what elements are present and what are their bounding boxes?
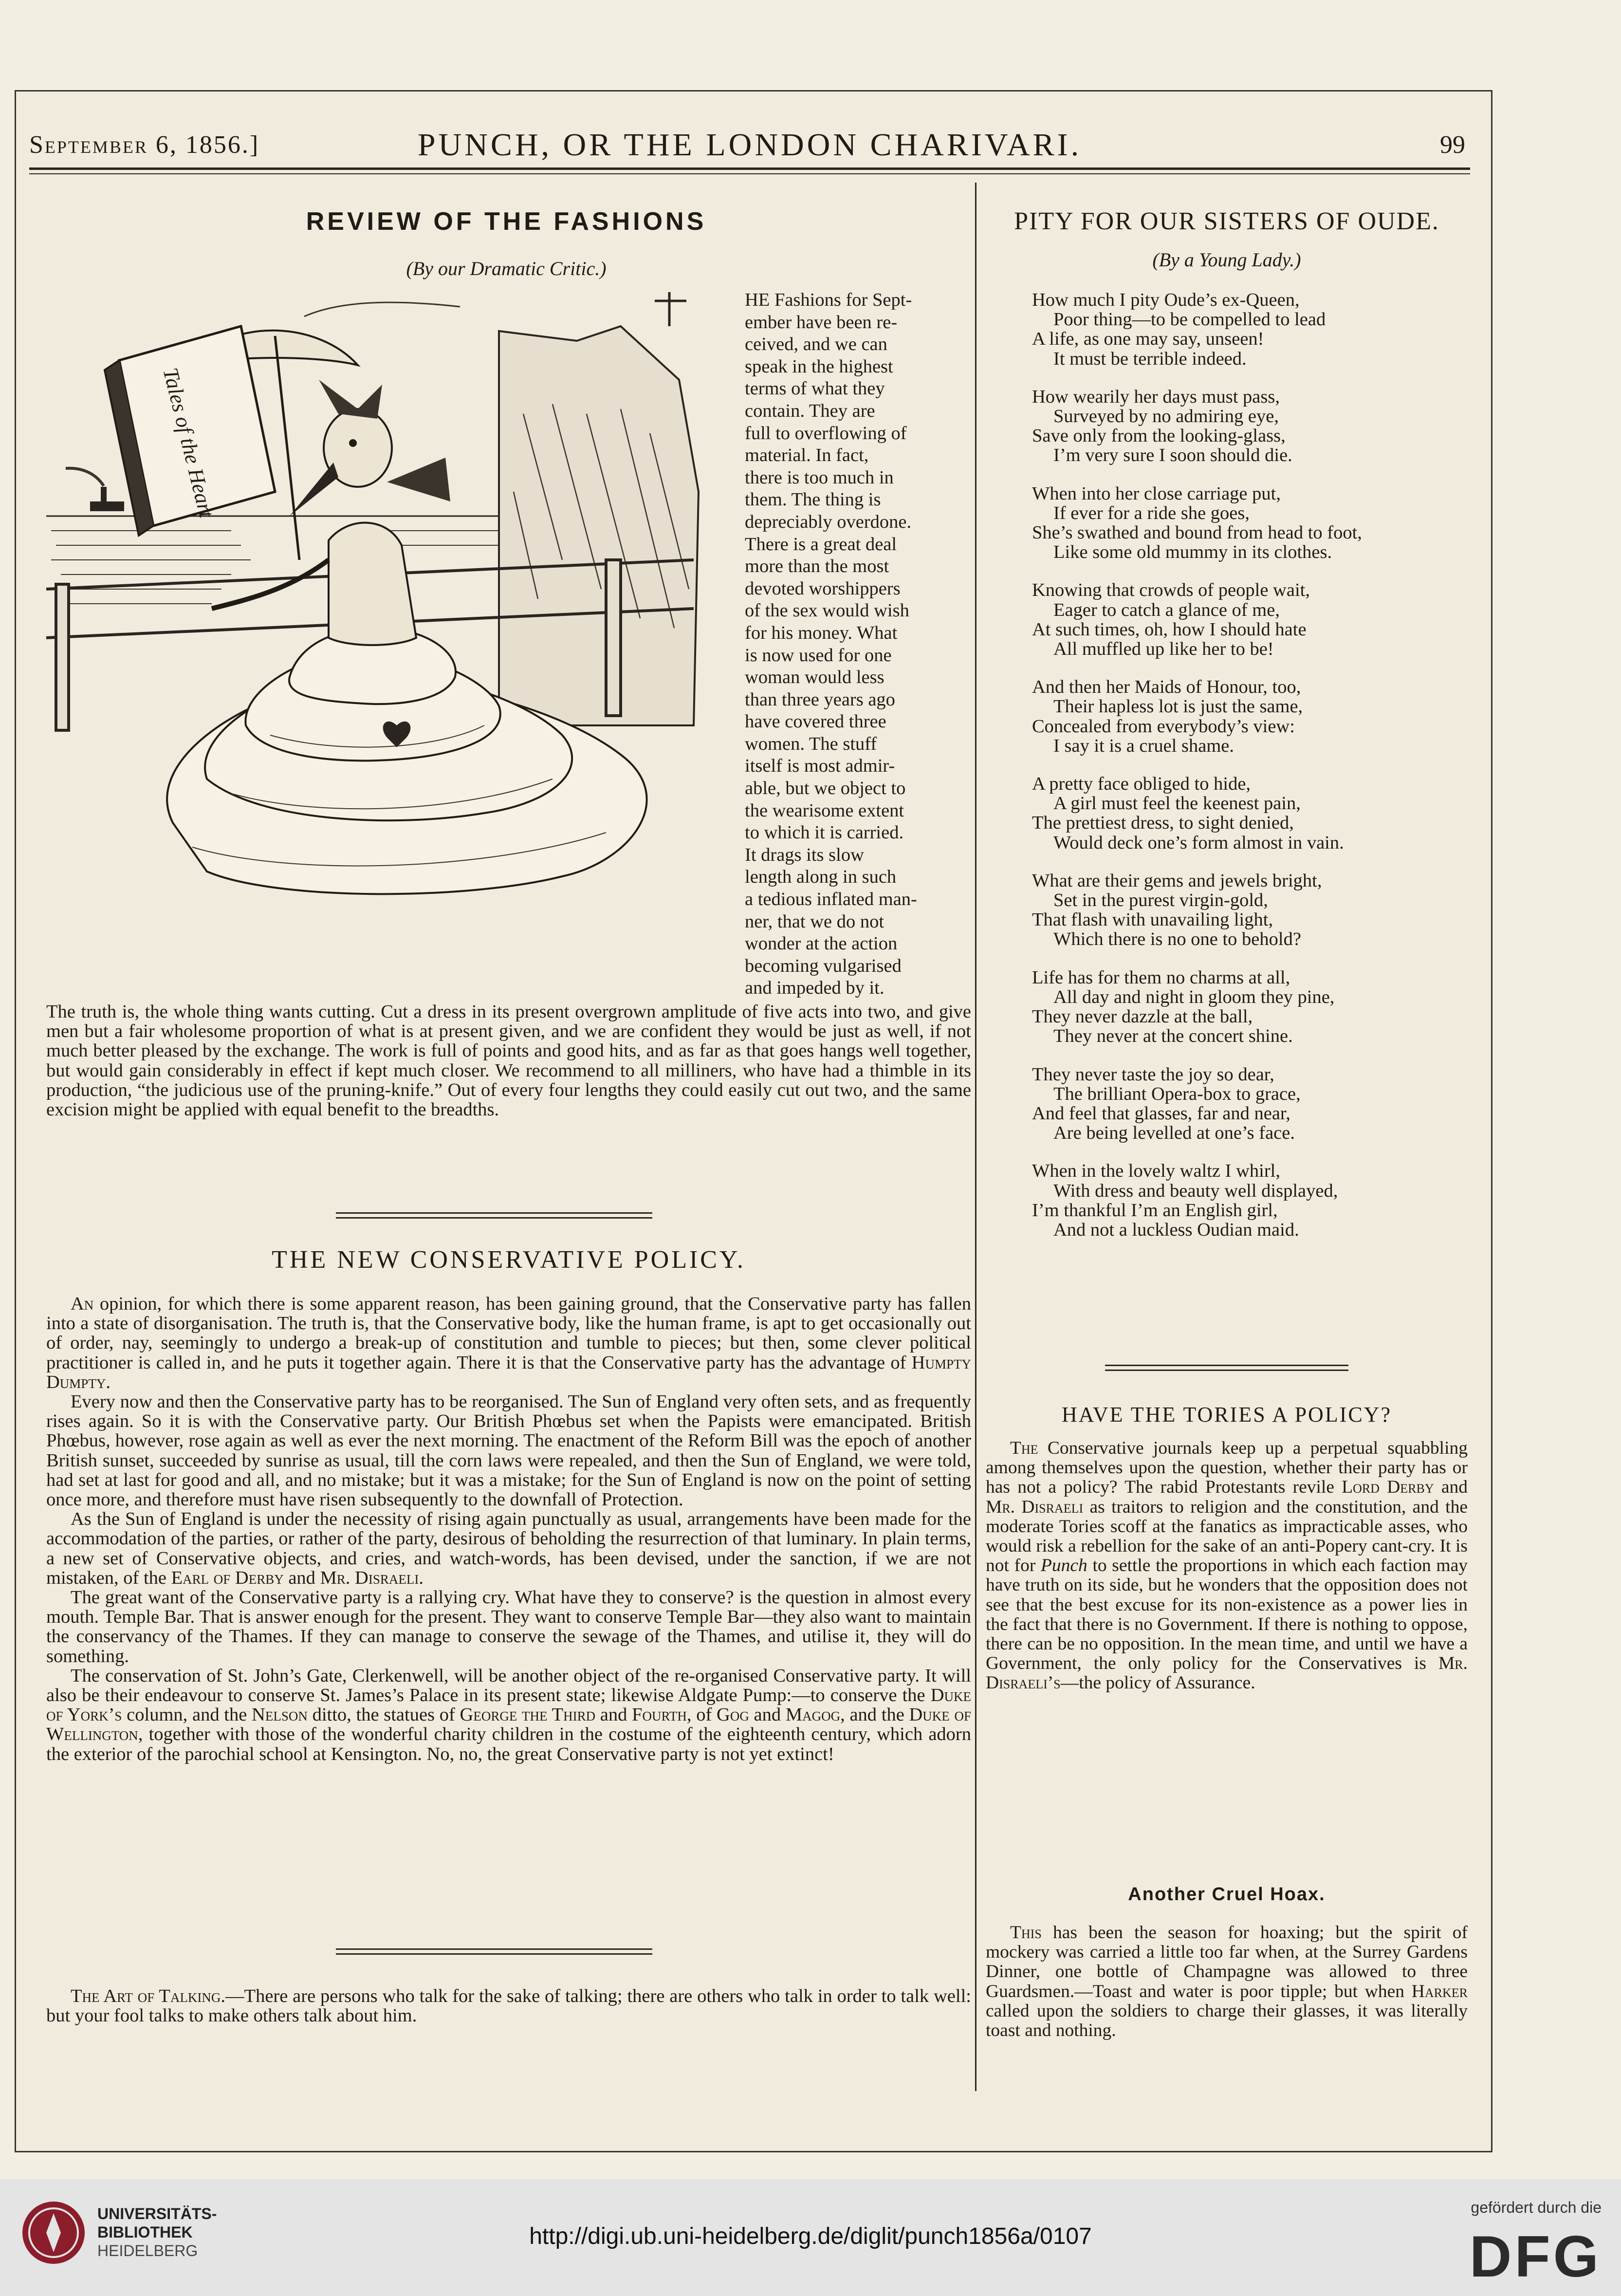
review-wrap-line: There is a great deal — [745, 534, 897, 555]
review-wrap-line: terms of what they — [745, 378, 885, 399]
review-wrap-line: for his money. What — [745, 622, 898, 643]
review-wrap-line: becoming vulgarised — [745, 955, 902, 976]
mr-disraeli: Mr. Disraeli. — [320, 1567, 424, 1588]
review-wrap-line: devoted worshippers — [745, 578, 901, 599]
conservative-p3: As the Sun of England is under the necessity of rising again punctually as usual, arrangements have been made for the accommodation of the parties, or rather of the party, desirous of beholding the resurrection of that luminary. In plain terms, a new set of Conservative objects, and cries, and watch-words, has been devised, under the sanction, if we are not mistaken, of the — [46, 1509, 971, 1588]
conservative-p5h: , together with those of the wonderful charity children in the costume of the eighteenth century, which adorn the exterior of the parochial school at Kensington. No, no, the great Conservative party is not yet extinct! — [46, 1724, 971, 1764]
art-of-talking-text: —There are persons who talk for the sake of talking; there are others who talk in order to talk well: but your fool talks to make others talk about him. — [46, 1986, 971, 2026]
poem-line: If ever for a ride she goes, — [1053, 502, 1250, 523]
review-wrap-line: ember have been re- — [745, 312, 898, 333]
poem-stanza — [1032, 677, 1470, 756]
review-wrap-text — [745, 290, 971, 1000]
harker: Harker — [1411, 1981, 1468, 2001]
poem-line: When into her close carriage put, — [1032, 483, 1281, 504]
review-wrap-line: length along in such — [745, 867, 897, 888]
poem-line: All muffled up like her to be! — [1053, 639, 1274, 660]
poem-line: The prettiest dress, to sight denied, — [1032, 813, 1294, 833]
poem-line: Life has for them no charms at all, — [1032, 967, 1290, 988]
tories-text-5: —the policy of Assurance. — [1060, 1673, 1255, 1693]
dfg-logo: DFG — [1469, 2224, 1602, 2289]
viewer-footer — [0, 2179, 1621, 2296]
hoax-article — [986, 1923, 1468, 2040]
poem-stanza — [1032, 580, 1470, 659]
funded-by-text: gefördert durch die — [1471, 2199, 1602, 2216]
review-wrap-line: women. The stuff — [745, 733, 877, 754]
poem-line: I say it is a cruel shame. — [1053, 735, 1234, 756]
library-name-line-2: BIBLIOTHEK — [97, 2223, 193, 2241]
separator-1a — [336, 1212, 652, 1214]
book-title-text: Tales of the Heart — [158, 365, 219, 520]
separator-1b — [336, 1217, 652, 1219]
review-wrap-line: ceived, and we can — [745, 334, 887, 355]
fashion-illustration — [46, 287, 742, 998]
poem-line: How wearily her days must pass, — [1032, 386, 1280, 407]
poem-stanza — [1032, 871, 1470, 949]
art-of-talking-lead: The Art of Talking. — [71, 1986, 226, 2006]
conservative-p5a: The conservation of St. John’s Gate, Clerkenwell, will be another object of the re-organised Conservative party. It will also be their endeavour to conserve St. James’s Palace in its present state; likewise Aldgate Pump:—to conserve the — [46, 1665, 971, 1706]
review-wrap-line: able, but we object to — [745, 778, 906, 799]
conservative-p5-sc6: Magog — [785, 1704, 841, 1725]
hoax-text-1: has been the season for hoaxing; but the spirit of mockery was carried a little too far when, at the Surrey Gardens Dinner, one bottle of Champagne was allowed to three Guardsmen.—Toast and water is poor tipple; but when — [986, 1923, 1468, 2001]
review-byline: (By our Dramatic Critic.) — [406, 258, 607, 279]
review-wrap-line: than three years ago — [745, 689, 895, 710]
poem-line: Are being levelled at one’s face. — [1053, 1123, 1295, 1144]
conservative-p5c: ditto, the statues of — [307, 1704, 460, 1725]
pity-title: PITY FOR OUR SISTERS OF OUDE. — [1014, 207, 1439, 235]
review-wrap-line: there is too much in — [745, 467, 894, 488]
conservative-p2: Every now and then the Conservative party has to be reorganised. The Sun of England very often sets, and as frequently rises again. So it is with the Conservative party. Our British Phœbus set when the Papists were emancipated. British Phœbus, however, rose again as well as ever the next morning. The enactment of the Reform Bill was the epoch of another British sunset, succeeded by sunrise as usual, till the corn laws were repealed, and then the Sun of England, we were told, had set at last for good and all, and no mistake; but it was a mistake; for the Sun of England is now on the point of setting once more, and therefore must have risen subsequently to the downfall of Protection. — [46, 1391, 971, 1510]
page-header — [29, 122, 1470, 166]
conservative-p3-and: and — [283, 1567, 320, 1588]
tories-text-2: and — [1434, 1477, 1468, 1498]
poem-stanza — [1032, 387, 1470, 465]
review-wrap-line: is now used for one — [745, 645, 892, 666]
poem-line: Concealed from everybody’s view: — [1032, 716, 1295, 737]
poem-stanza — [1032, 1065, 1470, 1143]
poem-stanza — [1032, 1161, 1470, 1240]
review-wrap-line: to which it is carried. — [745, 822, 904, 843]
column-divider — [975, 183, 976, 2091]
conservative-lead: An — [71, 1294, 94, 1314]
review-wrap-line: more than the most — [745, 556, 889, 577]
conservative-p5-sc7: Duke of Wellington — [46, 1704, 972, 1745]
poem-line: Like some old mummy in its clothes. — [1053, 542, 1332, 563]
review-wrap-line: depreciably overdone. — [745, 511, 912, 532]
hoax-lead: This — [1010, 1923, 1042, 1943]
permalink-url[interactable]: http://digi.ub.uni-heidelberg.de/diglit/punch1856a/0107 — [529, 2223, 1092, 2249]
conservative-p5b: column, and the — [122, 1704, 252, 1725]
poem-line: A life, as one may say, unseen! — [1032, 329, 1264, 350]
poem-line: The brilliant Opera-box to grace, — [1053, 1083, 1301, 1104]
conservative-title: THE NEW CONSERVATIVE POLICY. — [272, 1246, 746, 1274]
poem-line: Eager to catch a glance of me, — [1053, 599, 1280, 620]
conservative-p5-sc5: Gog — [717, 1704, 749, 1725]
poem-line: A pretty face obliged to hide, — [1032, 774, 1251, 795]
poem-stanza — [1032, 484, 1470, 562]
library-name-line-3: HEIDELBERG — [97, 2242, 198, 2259]
tories-text-1: Conservative journals keep up a perpetual squabbling among themselves upon the question, whether their party has or has not a policy? The rabid Protestants revile — [986, 1438, 1468, 1498]
poem-line: A girl must feel the keenest pain, — [1053, 793, 1301, 814]
poem-line: I’m very sure I soon should die. — [1053, 445, 1292, 466]
review-wrap-line: full to overflowing of — [745, 423, 907, 444]
poem-line: She’s swathed and bound from head to foot, — [1032, 522, 1362, 543]
tories-lead: The — [1010, 1438, 1038, 1458]
lord-derby: Lord Derby — [1342, 1477, 1434, 1498]
poem-stanza — [1032, 290, 1470, 369]
separator-2b — [336, 1953, 652, 1955]
poem-line: That flash with unavailing light, — [1032, 909, 1273, 930]
conservative-p1-sc: Humpty Dumpty. — [46, 1352, 971, 1392]
poem-line: They never taste the joy so dear, — [1032, 1064, 1274, 1085]
review-title: REVIEW OF THE FASHIONS — [306, 207, 707, 236]
punch-italic: Punch — [1040, 1555, 1087, 1576]
review-wrap-line: material. In fact, — [745, 445, 869, 466]
mr-disraeli-2: Mr. Disraeli — [986, 1497, 1084, 1517]
review-wrap-line: the wearisome extent — [745, 800, 904, 821]
poem-stanza — [1032, 968, 1470, 1046]
review-wrap-line: of the sex would wish — [745, 600, 909, 621]
conservative-p5f: and — [749, 1704, 786, 1725]
conservative-p5e: , of — [686, 1704, 717, 1725]
review-wrap-line: have covered three — [745, 711, 886, 732]
review-wrap-line: ner, that we do not — [745, 911, 884, 932]
poem-line: And not a luckless Oudian maid. — [1053, 1219, 1299, 1240]
poem-line: Would deck one’s form almost in vain. — [1053, 832, 1344, 853]
conservative-article — [46, 1294, 971, 1764]
conservative-p5d: and — [595, 1704, 632, 1725]
poem-line: At such times, oh, how I should hate — [1032, 619, 1307, 640]
conservative-p5-sc3: George the Third — [460, 1704, 596, 1725]
conservative-p5-sc2: Nelson — [252, 1704, 308, 1725]
mr-disraelis: Mr. Disraeli’s — [986, 1653, 1468, 1693]
library-name-line-1: UNIVERSITÄTS- — [97, 2205, 217, 2222]
poem-line: It must be terrible indeed. — [1053, 348, 1247, 369]
review-wrap-line: and impeded by it. — [745, 978, 884, 999]
header-rule-bottom — [29, 173, 1470, 174]
poem-line: Which there is no one to behold? — [1053, 929, 1301, 950]
review-wrap-line: HE Fashions for Sept- — [745, 290, 912, 310]
hoax-title: Another Cruel Hoax. — [1128, 1884, 1326, 1905]
poem-line: All day and night in gloom they pine, — [1053, 986, 1335, 1007]
earl-of-derby: Earl of Derby — [171, 1567, 284, 1588]
review-wrap-line: a tedious inflated man- — [745, 889, 917, 910]
conservative-p5-sc4: Fourth — [632, 1704, 687, 1725]
poem-line: They never at the concert shine. — [1053, 1026, 1293, 1047]
poem-stanza — [1032, 774, 1470, 852]
tories-text-3: as traitors to religion and the constitution, and the moderate Tories scoff at the fanatics as impracticable asses, who would risk a rebellion for the sake of an anti-Popery cant-cry. It is not for — [986, 1497, 1468, 1576]
pity-poem — [1032, 290, 1470, 1258]
tories-article — [986, 1439, 1468, 1693]
review-wrap-line: wonder at the action — [745, 933, 898, 954]
poem-line: When in the lovely waltz I whirl, — [1032, 1161, 1280, 1182]
poem-line: How much I pity Oude’s ex-Queen, — [1032, 290, 1300, 310]
poem-line: Surveyed by no admiring eye, — [1053, 406, 1279, 427]
review-wrap-line: speak in the highest — [745, 356, 893, 377]
separator-3a — [1105, 1365, 1348, 1366]
pity-byline: (By a Young Lady.) — [1152, 249, 1301, 271]
conservative-p5-sc1: Duke of York’s — [46, 1685, 971, 1725]
poem-line: Knowing that crowds of people wait, — [1032, 580, 1310, 601]
tories-text-4: to settle the proportions in which each faction may have truth on its side, but he wonders that the opposition does not see that the best excuse for its non-existence as a power lies in the fact that there is no Government. If there is nothing to oppose, there can be no opposition. In the mean time, and until we have a Government, the only policy for the Conservatives is — [986, 1555, 1468, 1674]
review-wrap-line: itself is most admir- — [745, 756, 895, 777]
review-wrap-lines — [745, 290, 971, 1000]
separator-2a — [336, 1948, 652, 1950]
hoax-text-2: called upon the soldiers to charge their glasses, it was literally toast and nothing. — [986, 2000, 1468, 2041]
poem-line: With dress and beauty well displayed, — [1053, 1180, 1338, 1201]
review-continuation — [46, 1002, 971, 1119]
page-number: 99 — [1440, 131, 1465, 159]
poem-line: What are their gems and jewels bright, — [1032, 870, 1322, 891]
art-of-talking — [46, 1986, 971, 2025]
poem-line: I’m thankful I’m an English girl, — [1032, 1200, 1278, 1221]
poem-line: Poor thing—to be compelled to lead — [1053, 309, 1326, 330]
poem-line: They never dazzle at the ball, — [1032, 1006, 1253, 1027]
poem-line: And feel that glasses, far and near, — [1032, 1103, 1290, 1124]
header-rule-top — [29, 167, 1470, 170]
masthead: PUNCH, OR THE LONDON CHARIVARI. — [417, 127, 1082, 163]
review-wrap-line: contain. They are — [745, 400, 875, 421]
tories-title: HAVE THE TORIES A POLICY? — [1061, 1403, 1392, 1426]
separator-3b — [1105, 1370, 1348, 1371]
conservative-p5g: , and the — [840, 1704, 909, 1725]
review-continuation-text: The truth is, the whole thing wants cutting. Cut a dress in its present overgrown amplitude of five acts into two, and give men but a fair wholesome proportion of what is at present given, and we are confident they would be just as well, if not much better pleased by the exchange. The work is full of points and good hits, and as far as that goes hangs well together, but would gain considerably in effect if kept much closer. We recommend to all milliners, who have had a thimble in its production, “the judicious use of the pruning-knife.” Out of every four lengths they could easily cut out two, and the same excision might be applied with equal benefit to the breadths. — [46, 1001, 971, 1120]
poem-line: Their hapless lot is just the same, — [1053, 696, 1303, 717]
issue-date: September 6, 1856.] — [29, 131, 260, 159]
poem-line: And then her Maids of Honour, too, — [1032, 677, 1301, 698]
poem-line: Save only from the looking-glass, — [1032, 426, 1286, 446]
conservative-p4: The great want of the Conservative party is a rallying cry. What have they to conserve? is the question in almost every mouth. Temple Bar. That is answer enough for the present. They want to conserve Temple Bar—they also want to maintain the conservancy of the Thames. If they can manage to conserve the sewage of the Thames, and utilise it, they will do something. — [46, 1587, 971, 1666]
conservative-p1: opinion, for which there is some apparent reason, has been gaining ground, that the Conservative party has fallen into a state of disorganisation. The truth is, that the Conservative body, like the human frame, is apt to get occasionally out of order, nay, seemingly to undergo a break-up of constitution and tumble to pieces; but then, some clever political practitioner is called in, and he puts it together again. There it is that the Conservative party has the advantage of — [46, 1294, 971, 1373]
poem-line: Set in the purest virgin-gold, — [1053, 890, 1268, 911]
review-wrap-line: them. The thing is — [745, 489, 881, 510]
review-wrap-line: woman would less — [745, 667, 884, 688]
review-wrap-line: It drags its slow — [745, 844, 864, 865]
